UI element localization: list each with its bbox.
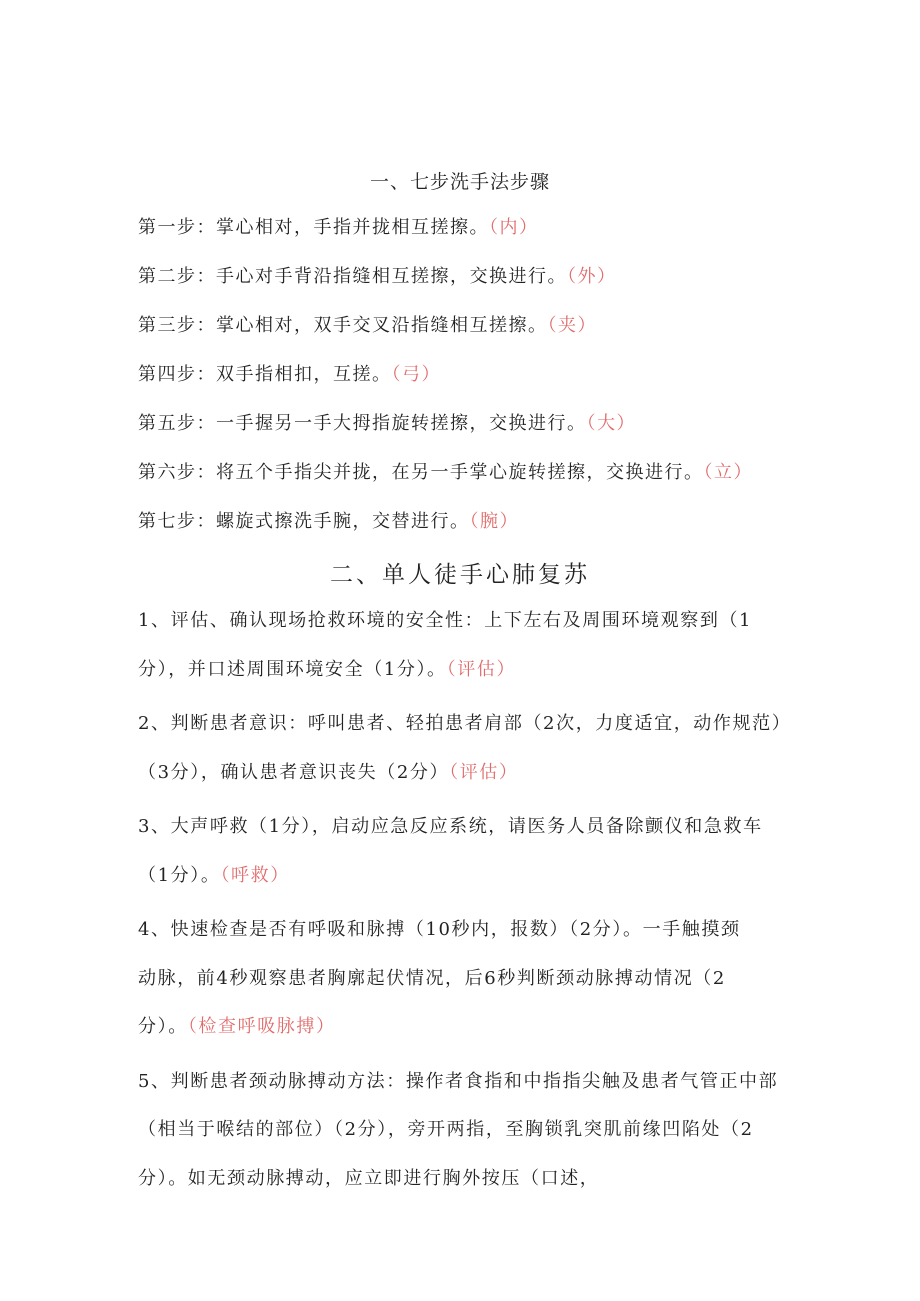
section2-title: 二、单人徒手心肺复苏 [330,562,590,588]
handwash-step-1 [138,212,838,261]
step-text: 第三步：掌心相对，双手交叉沿指缝相互搓擦。 [138,315,548,336]
handwash-step-6 [138,457,838,506]
handwash-step-7 [138,506,838,555]
handwash-step-4 [138,359,838,408]
handwash-step-3 [138,310,838,359]
cpr-line: 4、快速检查是否有呼吸和脉搏（10秒内，报数）（2分）。一手触摸颈 [138,919,741,940]
cpr-item-3 [138,810,788,907]
handwash-step-5 [138,408,838,457]
cpr-annotation: （检查呼吸脉搏） [187,1016,336,1037]
step-mnemonic: （弓） [391,364,441,385]
cpr-line-text: 分），并口述周围环境安全（1分）。 [138,658,447,680]
step-text: 第五步：一手握另一手大拇指旋转搓擦，交换进行。 [138,413,587,434]
step-mnemonic: （大） [586,413,636,434]
cpr-line: 1、评估、确认现场抢救环境的安全性：上下左右及周围环境观察到（1 [138,610,753,631]
cpr-line: 动脉，前4秒观察患者胸廓起伏情况，后6秒判断颈动脉搏动情况（2 [138,967,726,989]
cpr-line: 分）。如无颈动脉搏动，应立即进行胸外按压（口述， [138,1167,600,1189]
cpr-item-2 [138,707,792,804]
step-text: 第二步：手心对手背沿指缝相互搓擦，交换进行。 [138,266,567,287]
step-mnemonic: （内） [489,217,539,238]
cpr-line [138,1010,788,1059]
step-text: 第六步：将五个手指尖并拢，在另一手掌心旋转搓擦，交换进行。 [138,462,704,483]
handwash-steps-list [138,212,838,555]
cpr-annotation: （呼救） [220,864,290,886]
step-mnemonic: （腕） [469,511,519,532]
cpr-line: 3、大声呼救（1分），启动应急反应系统，请医务人员备除颤仪和急救车 [138,816,763,837]
cpr-item-5 [138,1065,788,1211]
cpr-annotation: （评估） [446,658,517,680]
cpr-line-text: （1分）。 [138,864,221,886]
cpr-item-4 [138,913,788,1059]
cpr-line-text: （3分），确认患者意识丧失（2分） [138,761,450,783]
step-mnemonic: （夹） [547,315,597,336]
cpr-line: 2、判断患者意识：呼叫患者、轻拍患者肩部（2次，力度适宜，动作规范） [138,713,792,734]
section1-title: 一、七步洗手法步骤 [369,171,550,193]
step-mnemonic: （外） [567,266,617,287]
step-text: 第四步：双手指相扣，互搓。 [138,364,392,385]
step-text: 第七步：螺旋式擦洗手腕，交替进行。 [138,511,470,532]
cpr-items-list [138,604,792,1216]
cpr-line [138,756,788,805]
cpr-line: （相当于喉结的部位）（2分），旁开两指，至胸锁乳突肌前缘凹陷处（2 [138,1119,754,1140]
cpr-line: 5、判断患者颈动脉搏动方法：操作者食指和中指指尖触及患者气管正中部 [138,1070,779,1092]
cpr-line [138,653,788,702]
handwash-step-2 [138,261,838,310]
step-text: 第一步：掌心相对，手指并拢相互搓擦。 [138,217,489,238]
cpr-line-text: 分）。 [138,1016,188,1037]
cpr-line [138,859,788,908]
cpr-item-1 [138,604,788,701]
cpr-annotation: （评估） [449,761,519,783]
step-mnemonic: （立） [703,462,753,483]
